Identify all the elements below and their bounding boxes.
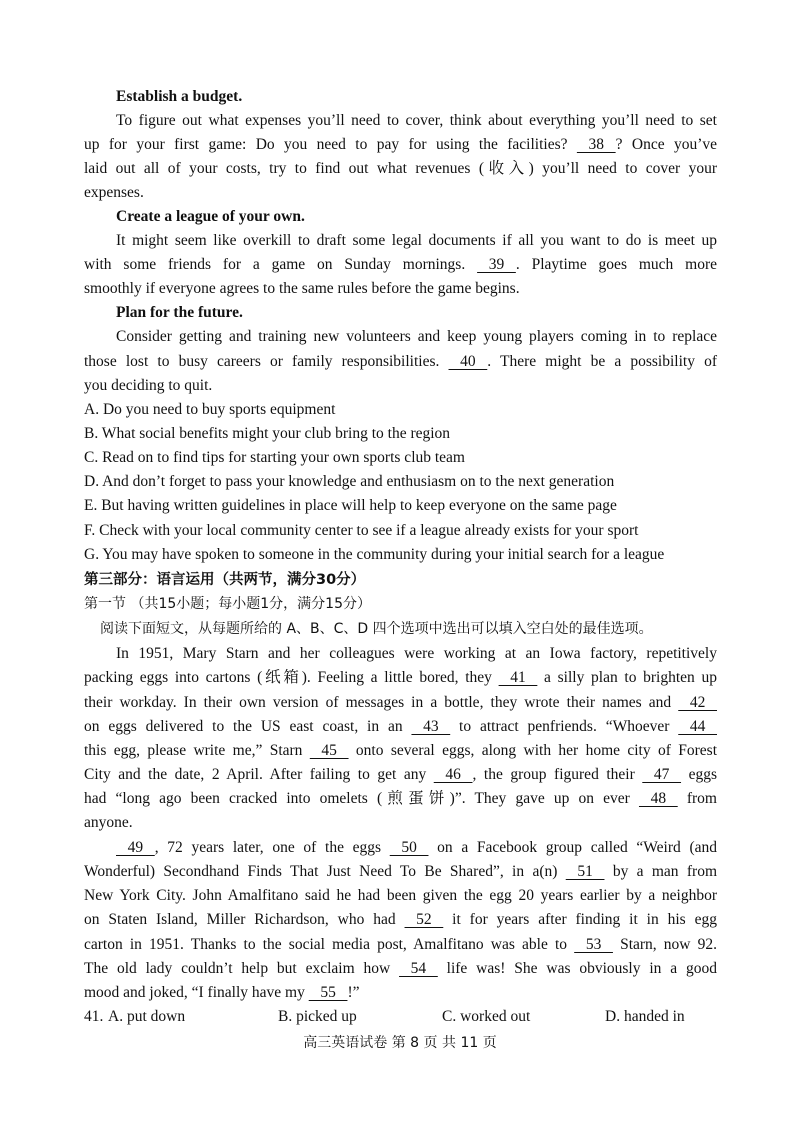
paragraph-line xyxy=(84,813,717,833)
text-run: their workday. In their own version of messages in a bottle, they wrote their names and xyxy=(84,694,679,711)
answer-blank[interactable]: 49 xyxy=(116,839,155,856)
section-heading-future: Plan for the future. xyxy=(116,304,243,321)
answer-blank[interactable]: 50 xyxy=(389,839,429,856)
answer-blank[interactable]: 38 xyxy=(576,136,616,153)
answer-blank[interactable]: 44 xyxy=(678,718,717,735)
text-run: had “long ago been cracked into omelets (煎蛋饼)”. They gave up on ever xyxy=(84,790,639,807)
text-run: onto several eggs, along with her home city of Forest xyxy=(348,742,717,759)
text-run: City and the date, 2 April. After failing to get any xyxy=(84,766,434,783)
q41-option-b: B. picked up xyxy=(278,1008,357,1025)
section-heading-budget: Establish a budget. xyxy=(116,88,243,105)
q41-option-a: A. put down xyxy=(108,1008,186,1025)
paragraph-line xyxy=(84,376,717,396)
answer-blank[interactable]: 51 xyxy=(565,863,605,880)
text-run: with some friends for a game on Sunday mornings. xyxy=(84,256,478,273)
option-g: G. You may have spoken to someone in the community during your initial search for a league xyxy=(84,546,665,563)
answer-blank[interactable]: 46 xyxy=(433,766,473,783)
answer-blank[interactable]: 55 xyxy=(308,984,348,1001)
text-run: life was! She was obviously in a good xyxy=(437,960,717,977)
answer-blank[interactable]: 39 xyxy=(477,256,516,273)
paragraph-line xyxy=(84,959,717,979)
text-run: Wonderful) Secondhand Finds That Just Need To Be Shared”, in a(n) xyxy=(84,863,566,880)
paragraph-line xyxy=(116,231,717,251)
answer-blank[interactable]: 48 xyxy=(638,790,678,807)
text-run: Starn, now 92. xyxy=(612,936,717,953)
text-run: up for your first game: Do you need to pay for using the facilities? xyxy=(84,136,577,153)
text-run: you deciding to quit. xyxy=(84,377,213,394)
section-heading-league: Create a league of your own. xyxy=(116,208,305,225)
answer-blank[interactable]: 43 xyxy=(411,718,451,735)
text-run: smoothly if everyone agrees to the same rules before the game begins. xyxy=(84,280,520,297)
paragraph-line xyxy=(84,183,717,203)
paragraph-line xyxy=(84,765,717,785)
text-run: The old lady couldn’t help but exclaim how xyxy=(84,960,400,977)
paragraph-line xyxy=(116,327,717,347)
text-run: to attract penfriends. “Whoever xyxy=(450,718,679,735)
text-run: , the group figured their xyxy=(472,766,643,783)
paragraph-line xyxy=(84,862,717,882)
answer-blank[interactable]: 41 xyxy=(498,669,538,686)
paragraph-line xyxy=(84,910,717,930)
text-run: . Playtime goes much more xyxy=(515,256,717,273)
text-run: on Staten Island, Miller Richardson, who had xyxy=(84,911,405,928)
text-run: on a Facebook group called “Weird (and xyxy=(428,839,717,856)
part3-subtitle: 第一节 （共15小题；每小题1分，满分15分） xyxy=(84,596,371,612)
text-run: from xyxy=(677,790,717,807)
paragraph-line xyxy=(116,111,717,131)
paragraph-line xyxy=(84,789,717,809)
text-run: To figure out what expenses you’ll need to cover, think about everything you’ll need to set xyxy=(116,112,717,129)
part3-instruction: 阅读下面短文，从每题所给的 A、B、C、D 四个选项中选出可以填入空白处的最佳选项。 xyxy=(100,621,653,637)
paragraph-line xyxy=(84,741,717,761)
text-run: In 1951, Mary Starn and her colleagues were working at an Iowa factory, repetitively xyxy=(116,645,717,662)
text-run: by a man from xyxy=(604,863,717,880)
option-c: C. Read on to find tips for starting your own sports club team xyxy=(84,449,465,466)
text-run: this egg, please write me,” Starn xyxy=(84,742,310,759)
text-run: carton in 1951. Thanks to the social media post, Amalfitano was able to xyxy=(84,936,575,953)
text-run: anyone. xyxy=(84,814,133,831)
paragraph-line xyxy=(84,886,717,906)
answer-blank[interactable]: 45 xyxy=(309,742,349,759)
text-run: . There might be a possibility of xyxy=(487,353,717,370)
answer-blank[interactable]: 42 xyxy=(678,694,717,711)
paragraph-line xyxy=(116,838,717,858)
q41-option-d: D. handed in xyxy=(605,1008,685,1025)
paragraph-line xyxy=(84,135,717,155)
paragraph-line xyxy=(116,644,717,664)
paragraph-line xyxy=(84,352,717,372)
option-d: D. And don’t forget to pass your knowledge and enthusiasm on to the next generation xyxy=(84,473,615,490)
q41-number: 41. xyxy=(84,1008,104,1025)
text-run: Consider getting and training new volunteers and keep young players coming in to replace xyxy=(116,328,717,345)
answer-blank[interactable]: 47 xyxy=(642,766,682,783)
text-run: , 72 years later, one of the eggs xyxy=(154,839,390,856)
option-b: B. What social benefits might your club bring to the region xyxy=(84,425,451,442)
text-run: expenses. xyxy=(84,184,144,201)
option-e: E. But having written guidelines in place will help to keep everyone on the same page xyxy=(84,497,617,514)
text-run: a silly plan to brighten up xyxy=(537,669,717,686)
part3-title: 第三部分：语言运用（共两节，满分30分） xyxy=(84,572,366,588)
text-run: eggs xyxy=(681,766,717,783)
paragraph-line xyxy=(84,255,717,275)
text-run: on eggs delivered to the US east coast, in an xyxy=(84,718,412,735)
text-run: New York City. John Amalfitano said he had been given the egg 20 years earlier by a neighbor xyxy=(84,887,717,904)
answer-blank[interactable]: 53 xyxy=(574,936,613,953)
answer-blank[interactable]: 54 xyxy=(399,960,438,977)
paragraph-line xyxy=(84,717,717,737)
answer-blank[interactable]: 40 xyxy=(448,353,488,370)
text-run: It might seem like overkill to draft some legal documents if all you want to do is meet up xyxy=(116,232,717,249)
q41-option-c: C. worked out xyxy=(442,1008,531,1025)
text-run: it for years after finding it in his egg xyxy=(443,911,717,928)
paragraph-line xyxy=(84,279,717,299)
paragraph-line xyxy=(84,935,717,955)
text-run: those lost to busy careers or family responsibilities. xyxy=(84,353,449,370)
page-footer: 高三英语试卷 第 8 页 共 11 页 xyxy=(303,1035,497,1051)
text-run: mood and joked, “I finally have my xyxy=(84,984,309,1001)
paragraph-line xyxy=(84,693,717,713)
text-run: ? Once you’ve xyxy=(615,136,718,153)
answer-blank[interactable]: 52 xyxy=(404,911,444,928)
text-run: laid out all of your costs, try to find out what revenues (收入) you’ll need to cover your xyxy=(84,160,717,177)
text-run: packing eggs into cartons (纸箱). Feeling a little bored, they xyxy=(84,669,499,686)
option-a: A. Do you need to buy sports equipment xyxy=(84,401,336,418)
paragraph-line xyxy=(84,668,717,688)
paragraph-line xyxy=(84,159,717,179)
text-run: !” xyxy=(347,984,360,1001)
option-f: F. Check with your local community center to see if a league already exists for your sport xyxy=(84,522,639,539)
paragraph-line xyxy=(84,983,717,1003)
